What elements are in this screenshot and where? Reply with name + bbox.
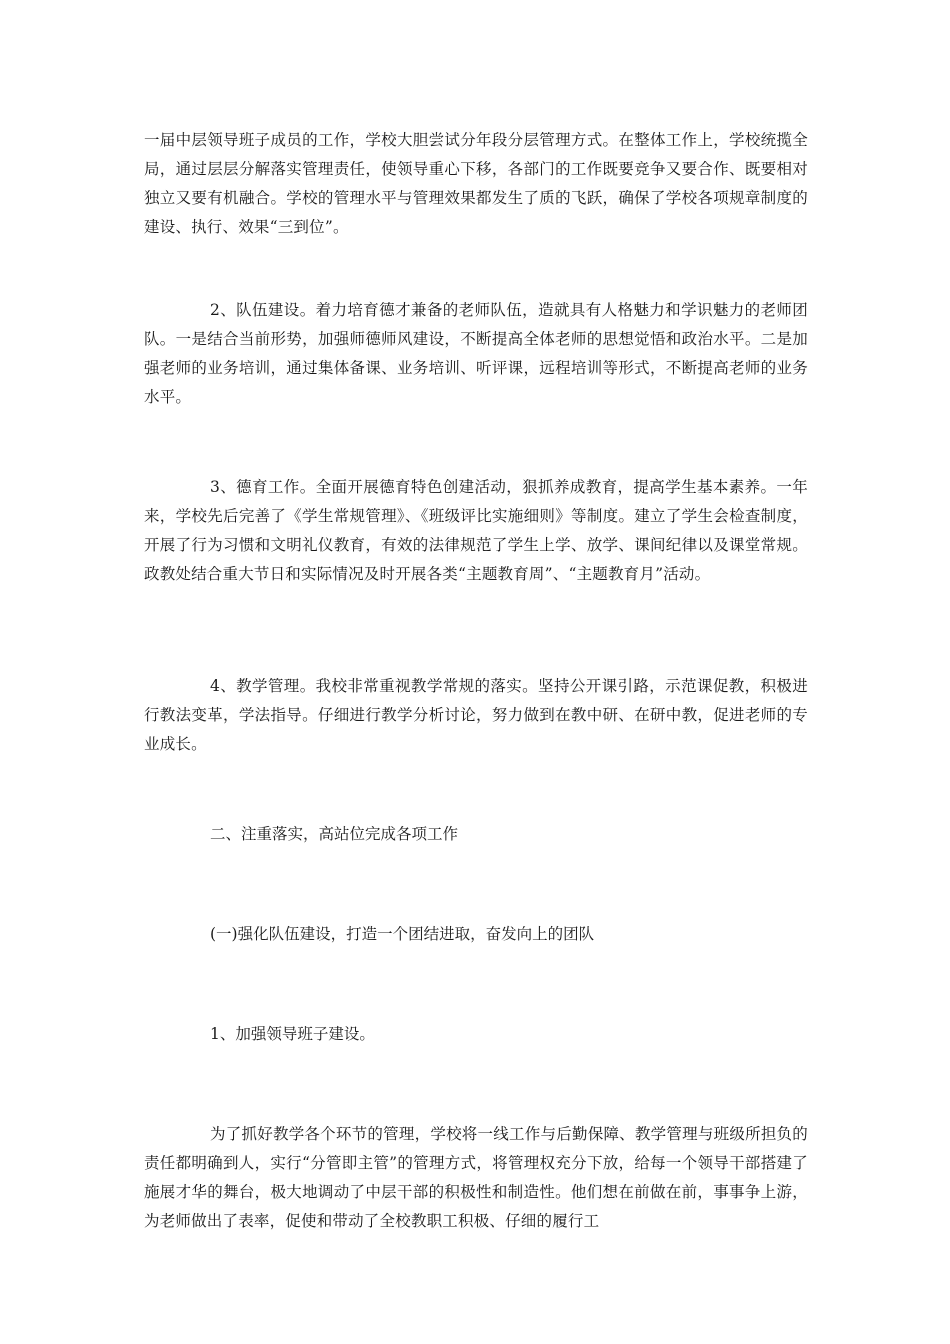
paragraph-team-building: 2、队伍建设。着力培育德才兼备的老师队伍，造就具有人格魅力和学识魅力的老师团队。一是结合当前形势，加强师德师风建设，不断提高全体老师的思想觉悟和政治水平。二是加强老师的业务培训，通过集体备课、业务培训、听评课，远程培训等形式，不断提高老师的业务水平。 — [144, 301, 808, 406]
item-heading-one: 1、加强领导班子建设。 — [210, 1025, 375, 1043]
paragraph-division-of-duties: 为了抓好教学各个环节的管理，学校将一线工作与后勤保障、教学管理与班级所担负的责任都明确到人，实行“分管即主管”的管理方式，将管理权充分下放，给每一个领导干部搭建了施展才华的舞台，极大地调动了中层干部的积极性和制造性。他们想在前做在前，事事争上游，为老师做出了表率，促使和带动了全校教职工积极、仔细的履行工 — [144, 1125, 808, 1230]
section-heading-two: 二、注重落实，高站位完成各项工作 — [210, 825, 459, 843]
paragraph-moral-education: 3、德育工作。全面开展德育特色创建活动，狠抓养成教育，提高学生基本素养。一年来，学校先后完善了《学生常规管理》、《班级评比实施细则》等制度。建立了学生会检查制度，开展了行为习惯和文明礼仪教育，有效的法律规范了学生上学、放学、课间纪律以及课堂常规。政教处结合重大节日和实际情况及时开展各类“主题教育周”、“主题教育月”活动。 — [144, 478, 808, 583]
paragraph-leadership-continued: 一届中层领导班子成员的工作，学校大胆尝试分年段分层管理方式。在整体工作上，学校统揽全局，通过层层分解落实管理责任，使领导重心下移，各部门的工作既要竞争又要合作、既要相对独立又要有机融合。学校的管理水平与管理效果都发生了质的飞跃，确保了学校各项规章制度的建设、执行、效果“三到位”。 — [144, 131, 808, 236]
subsection-heading-one: (一)强化队伍建设，打造一个团结进取，奋发向上的团队 — [210, 925, 595, 943]
paragraph-teaching-management: 4、教学管理。我校非常重视教学常规的落实。坚持公开课引路，示范课促教，积极进行教法变革，学法指导。仔细进行教学分析讨论，努力做到在教中研、在研中教，促进老师的专业成长。 — [144, 677, 808, 753]
